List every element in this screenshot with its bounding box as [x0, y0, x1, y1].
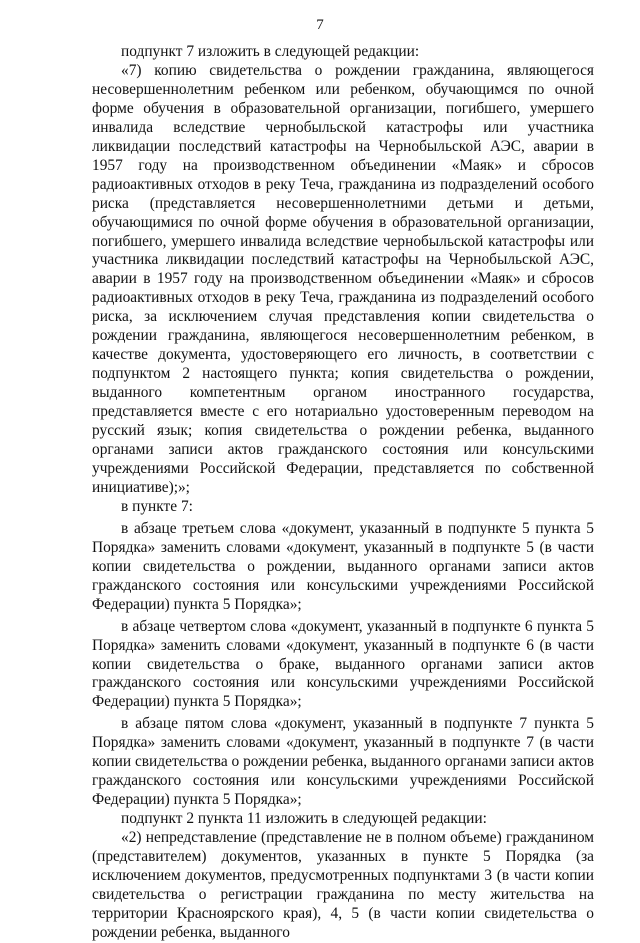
paragraph-subitem-2-intro: подпункт 2 пункта 11 изложить в следующей редакции:	[121, 810, 487, 828]
paragraph-subitem-7-intro: подпункт 7 изложить в следующей редакции:	[121, 43, 420, 60]
page-number: 7	[316, 17, 324, 33]
paragraph-subitem-2-text: «2) непредставление (представление не в полном объеме) гражданином (представителем) документов, указанных в пункте 5 Порядка (за исключением документов, предусмотренных подпунктами 3 (в части копии свидетельства о регистрации гражданина по месту жительства на территории Красноярского края), 4, 5 (в части копии свидетельства о рождении ребенка, выданного	[92, 829, 594, 941]
paragraph-fourth-abzac: в абзаце четвертом слова «документ, указанный в подпункте 6 пункта 5 Порядка» заменить словами «документ, указанный в подпункте 6 (в части копии свидетельства о браке, выданного органами записи актов гражданского состояния или консульскими учреждениями Российской Федерации) пункта 5 Порядка»;	[92, 617, 594, 711]
paragraph-fifth-abzac: в абзаце пятом слова «документ, указанный в подпункте 7 пункта 5 Порядка» заменить словами «документ, указанный в подпункте 7 (в части копии свидетельства о рождении ребенка, выданного органами записи актов гражданского состояния или консульскими учреждениями Российской Федерации) пункта 5 Порядка»;	[92, 715, 594, 809]
document-body	[92, 43, 594, 943]
paragraph-third-abzac: в абзаце третьем слова «документ, указанный в подпункте 5 пункта 5 Порядка» заменить словами «документ, указанный в подпункте 5 (в части копии свидетельства о рождении, выданного органами записи актов гражданского состояния или консульскими учреждениями Российской Федерации) пункта 5 Порядка»;	[92, 519, 594, 613]
paragraph-item-7-intro: в пункте 7:	[121, 497, 193, 515]
paragraph-subitem-7-text: «7) копию свидетельства о рождении гражданина, являющегося несовершеннолетним ребенком или ребенком, обучающимся по очной форме обучения в образовательной организации, погибшего, умершего инвалида вследствие чернобыльской катастрофы или участника ликвидации последствий катастрофы на Чернобыльской АЭС, аварии в 1957 году на производственном объединении «Маяк» и сбросов радиоактивных отходов в реку Теча, гражданина из подразделений особого риска (представляется несовершеннолетними детьми и детьми, обучающимися по очной форме обучения в образовательной организации, погибшего, умершего инвалида вследствие чернобыльской катастрофы или участника ликвидации последствий катастрофы на Чернобыльской АЭС, аварии в 1957 году на производственном объединении «Маяк» и сбросов радиоактивных отходов в реку Теча, гражданина из подразделений особого риска, за исключением случая представления копии свидетельства о рождении гражданина, являющегося несовершеннолетним ребенком, в качестве документа, удостоверяющего его личность, в соответствии с подпунктом 2 настоящего пункта; копия свидетельства о рождении, выданного компетентным органом иностранного государства, представляется вместе с его нотариально удостоверенным переводом на русский язык; копия свидетельства о рождении ребенка, выданного органами записи актов гражданского состояния или консульскими учреждениями Российской Федерации, представляется по собственной инициативе);»;	[92, 61, 594, 496]
